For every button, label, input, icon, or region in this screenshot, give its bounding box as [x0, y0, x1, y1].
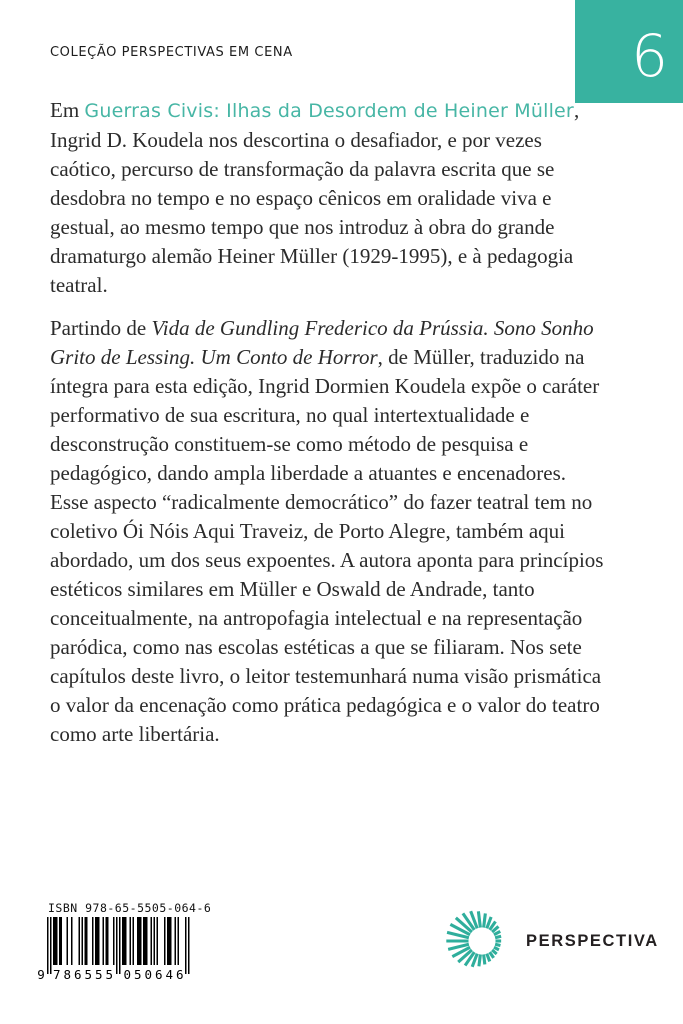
publisher-logo [440, 899, 659, 983]
svg-text:6: 6 [175, 967, 184, 982]
svg-text:5: 5 [133, 967, 142, 982]
svg-text:0: 0 [123, 967, 132, 982]
svg-text:9: 9 [37, 967, 45, 982]
text-segment-italic: Vida de Gundling Frederico da Prússia. Sono Sonho Grito de Lessing. Um Conto de Horror [50, 316, 594, 369]
starburst-icon [440, 899, 524, 983]
synopsis-paragraph-1 [50, 96, 608, 300]
svg-text:8: 8 [63, 967, 72, 982]
svg-text:6: 6 [73, 967, 82, 982]
svg-text:4: 4 [165, 967, 174, 982]
text-segment-normal: Em [50, 98, 85, 122]
isbn-barcode [37, 901, 211, 988]
isbn-label: ISBN 978-65-5505-064-6 [48, 901, 212, 915]
svg-text:5: 5 [94, 967, 103, 982]
synopsis-text [50, 96, 608, 749]
collection-title: COLEÇÃO PERSPECTIVAS EM CENA [50, 45, 293, 60]
svg-text:6: 6 [154, 967, 163, 982]
svg-text:7: 7 [52, 967, 61, 982]
collection-volume-badge [575, 0, 683, 103]
volume-number: 6 [631, 21, 668, 90]
svg-text:0: 0 [144, 967, 153, 982]
publisher-name: PERSPECTIVA [526, 931, 659, 950]
ean13-barcode-svg [37, 917, 195, 983]
svg-text:5: 5 [105, 967, 114, 982]
synopsis-paragraph-2 [50, 314, 608, 749]
text-segment-normal: , de Müller, traduzido na íntegra para esta edição, Ingrid Dormien Koudela expõe o caráter performativo de sua escritura, no qual intertextualidade e desconstrução constituem-se como método de pesquisa e pedagógico, dando ampla liberdade a atuantes e encenadores. Esse aspecto “radicalmente democrático” do fazer teatral tem no coletivo Ói Nóis Aqui Traveiz, de Porto Alegre, também aqui abordado, um dos seus expoentes. A autora aponta para princípios estéticos similares em Müller e Oswald de Andrade, tanto conceitualmente, na antropofagia intelectual e na representação paródica, como nas escolas estéticas a que se filiaram. Nos sete capítulos deste livro, o leitor testemunhará numa visão prismática o valor da encenação como prática pedagógica e o valor do teatro como arte libertária. [50, 345, 604, 746]
text-segment-normal: Partindo de [50, 316, 152, 340]
text-segment-series-title: Guerras Civis: Ilhas da Desordem de Heiner Müller [84, 100, 574, 122]
svg-text:5: 5 [84, 967, 93, 982]
text-segment-normal: , Ingrid D. Koudela nos descortina o desafiador, e por vezes caótico, percurso de transformação da palavra escrita que se desdobra no tempo e no espaço cênicos em oralidade viva e gestual, ao mesmo tempo que nos introduz à obra do grande dramaturgo alemão Heiner Müller (1929-1995), e à pedagogia teatral. [50, 98, 580, 297]
